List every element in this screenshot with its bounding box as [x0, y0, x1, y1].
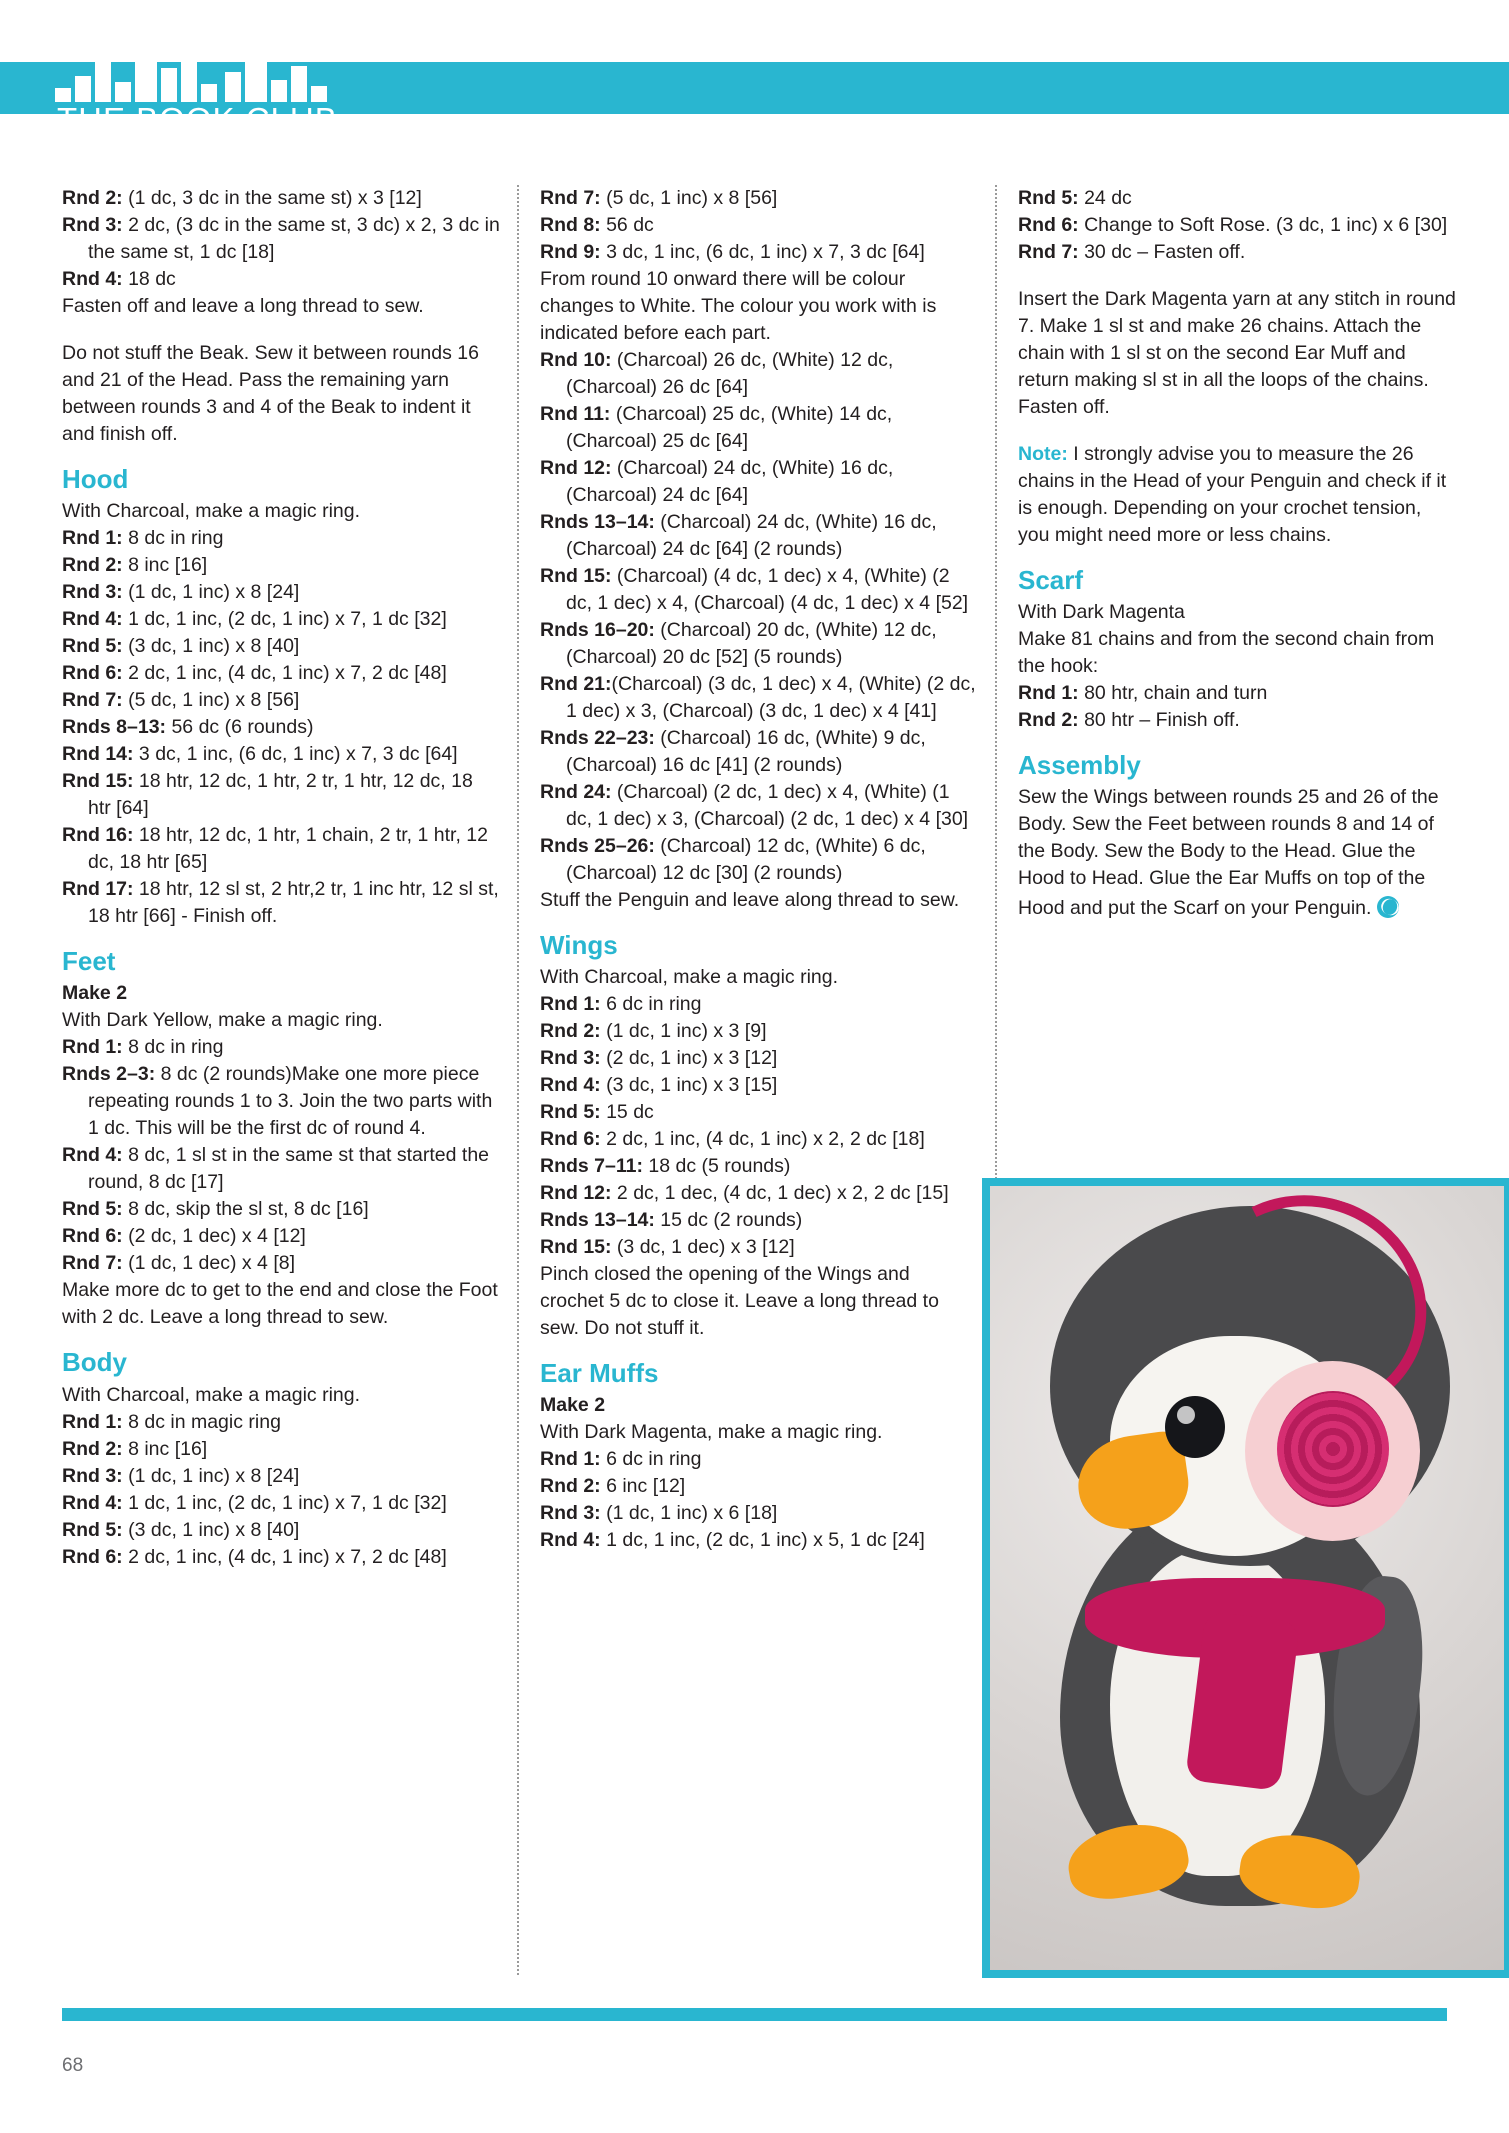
- column-1: [62, 185, 500, 1571]
- round-instruction: Rnd 4: 8 dc, 1 sl st in the same st that started the round, 8 dc [17]: [62, 1144, 490, 1194]
- section-heading: Body: [62, 1347, 127, 1378]
- round-instruction: Rnd 9: 3 dc, 1 inc, (6 dc, 1 inc) x 7, 3 dc [64]: [540, 241, 925, 263]
- round-label: Rnd 12:: [540, 457, 612, 479]
- body-paragraph: Fasten off and leave a long thread to sew.: [62, 295, 424, 317]
- round-instruction: Rnd 1: 6 dc in ring: [540, 993, 702, 1016]
- body-paragraph: Pinch closed the opening of the Wings and crochet 5 dc to close it. Leave a long thread to sew. Do not stuff it.: [540, 1263, 939, 1340]
- body-paragraph: With Dark Magenta: [1018, 601, 1185, 624]
- round-label: Rnds 7–11:: [540, 1155, 643, 1178]
- round-instruction: Rnd 3: (1 dc, 1 inc) x 8 [24]: [62, 1464, 300, 1487]
- round-label: Rnd 4:: [62, 268, 123, 290]
- round-label: Rnd 3:: [540, 1502, 601, 1525]
- round-instruction: Rnd 6: 2 dc, 1 inc, (4 dc, 1 inc) x 7, 2 dc [48]: [62, 1545, 447, 1568]
- round-label: Rnds 13–14:: [540, 511, 655, 533]
- round-label: Rnd 12:: [540, 1182, 612, 1205]
- round-instruction: Rnd 11: (Charcoal) 25 dc, (White) 14 dc, (Charcoal) 25 dc [64]: [540, 403, 893, 452]
- photo-image: [990, 1186, 1504, 1970]
- round-label: Rnd 1:: [540, 993, 601, 1016]
- round-label: Rnd 6:: [540, 1128, 601, 1151]
- round-label: Rnds 2–3:: [62, 1063, 156, 1086]
- round-instruction: Rnd 4: 1 dc, 1 inc, (2 dc, 1 inc) x 5, 1 dc [24]: [540, 1529, 925, 1552]
- round-instruction: Rnd 6: 2 dc, 1 inc, (4 dc, 1 inc) x 7, 2 dc [48]: [62, 662, 447, 685]
- round-instruction: Rnd 17: 18 htr, 12 sl st, 2 htr,2 tr, 1 inc htr, 12 sl st, 18 htr [66] - Finish off.: [62, 878, 499, 928]
- round-instruction: Rnd 5: 15 dc: [540, 1101, 654, 1124]
- instruction-bold: Make 2: [62, 982, 128, 1005]
- round-label: Rnd 14:: [62, 743, 134, 766]
- round-label: Rnd 5:: [62, 1198, 123, 1221]
- body-paragraph: With Dark Magenta, make a magic ring.: [540, 1421, 883, 1444]
- skyline-icon: [55, 47, 400, 102]
- round-instruction: Rnds 2–3: 8 dc (2 rounds)Make one more piece repeating rounds 1 to 3. Join the two parts with 1 dc. This will be the first dc of round 4.: [62, 1063, 493, 1140]
- section-heading: Wings: [540, 930, 618, 960]
- round-label: Rnd 21:: [540, 673, 612, 695]
- round-label: Rnd 1:: [62, 527, 123, 550]
- body-paragraph: Do not stuff the Beak. Sew it between rounds 16 and 21 of the Head. Pass the remaining yarn between rounds 3 and 4 of the Beak to indent it and finish off.: [62, 342, 479, 445]
- round-instruction: Rnds 22–23: (Charcoal) 16 dc, (White) 9 dc, (Charcoal) 16 dc [41] (2 rounds): [540, 727, 926, 776]
- round-instruction: Rnd 2: 80 htr – Finish off.: [1018, 709, 1240, 732]
- magazine-logo: [55, 47, 400, 152]
- body-paragraph: Make more dc to get to the end and close the Foot with 2 dc. Leave a long thread to sew.: [62, 1279, 498, 1329]
- section-heading: Feet: [62, 946, 116, 977]
- round-label: Rnd 6:: [62, 1545, 123, 1568]
- round-instruction: Rnd 21:(Charcoal) (3 dc, 1 dec) x 4, (White) (2 dc, 1 dec) x 3, (Charcoal) (3 dc, 1 dec) x 4 [41]: [540, 673, 976, 722]
- round-instruction: Rnd 10: (Charcoal) 26 dc, (White) 12 dc, (Charcoal) 26 dc [64]: [540, 349, 894, 398]
- round-instruction: Rnds 7–11: 18 dc (5 rounds): [540, 1155, 791, 1178]
- round-label: Rnd 1:: [62, 1036, 123, 1059]
- round-instruction: Rnd 6: (2 dc, 1 dec) x 4 [12]: [62, 1225, 306, 1248]
- round-label: Rnd 5:: [62, 635, 123, 658]
- round-instruction: Rnd 24: (Charcoal) (2 dc, 1 dec) x 4, (White) (1 dc, 1 dec) x 3, (Charcoal) (2 dc, 1 dec) x 4 [30]: [540, 781, 969, 830]
- round-label: Rnd 1:: [62, 1410, 123, 1433]
- section-heading: Ear Muffs: [540, 1358, 659, 1389]
- round-instruction: Rnd 6: 2 dc, 1 inc, (4 dc, 1 inc) x 2, 2 dc [18]: [540, 1128, 925, 1151]
- round-instruction: Rnd 1: 80 htr, chain and turn: [1018, 682, 1268, 705]
- paragraph-spacer: [62, 320, 500, 340]
- round-instruction: Rnd 15: (3 dc, 1 dec) x 3 [12]: [540, 1236, 795, 1259]
- round-label: Rnd 4:: [62, 608, 123, 631]
- round-label: Rnd 7:: [62, 689, 123, 712]
- round-label: Rnd 7:: [62, 1252, 123, 1275]
- round-instruction: Rnd 4: 1 dc, 1 inc, (2 dc, 1 inc) x 7, 1 dc [32]: [62, 1491, 447, 1514]
- round-label: Rnd 24:: [540, 781, 612, 803]
- round-instruction: Rnds 8–13: 56 dc (6 rounds): [62, 716, 314, 739]
- round-instruction: Rnd 5: 24 dc: [1018, 187, 1132, 209]
- note-paragraph: Note: I strongly advise you to measure the 26 chains in the Head of your Penguin and check if it is enough. Depending on your crochet tension, you might need more or less chains.: [1018, 443, 1447, 546]
- body-paragraph: With Charcoal, make a magic ring.: [62, 1383, 361, 1406]
- round-label: Rnd 3:: [62, 1464, 123, 1487]
- round-label: Rnds 13–14:: [540, 1209, 655, 1232]
- round-instruction: Rnds 13–14: (Charcoal) 24 dc, (White) 16 dc, (Charcoal) 24 dc [64] (2 rounds): [540, 511, 937, 560]
- round-instruction: Rnd 5: (3 dc, 1 inc) x 8 [40]: [62, 635, 300, 658]
- round-label: Rnd 3:: [62, 214, 123, 236]
- round-label: Rnd 2:: [540, 1020, 601, 1043]
- round-label: Rnd 2:: [62, 554, 123, 577]
- round-label: Rnd 3:: [62, 581, 123, 604]
- body-paragraph: With Dark Yellow, make a magic ring.: [62, 1009, 383, 1032]
- round-label: Rnd 1:: [1018, 682, 1079, 705]
- round-label: Rnd 3:: [540, 1047, 601, 1070]
- round-instruction: Rnd 3: (1 dc, 1 inc) x 8 [24]: [62, 581, 300, 604]
- page-number: 68: [62, 2055, 84, 2076]
- round-instruction: Rnds 16–20: (Charcoal) 20 dc, (White) 12 dc, (Charcoal) 20 dc [52] (5 rounds): [540, 619, 937, 668]
- round-label: Rnd 5:: [62, 1518, 123, 1541]
- round-instruction: Rnd 2: 8 inc [16]: [62, 554, 208, 577]
- body-paragraph: Insert the Dark Magenta yarn at any stitch in round 7. Make 1 sl st and make 26 chains. Attach the chain with 1 sl st on the second Ear Muff and return making sl st in all the loops of the chains. Fasten off.: [1018, 288, 1456, 418]
- round-instruction: Rnd 4: 18 dc: [62, 268, 176, 290]
- round-label: Rnd 15:: [540, 1236, 612, 1259]
- round-instruction: Rnd 3: 2 dc, (3 dc in the same st, 3 dc) x 2, 3 dc in the same st, 1 dc [18]: [62, 214, 500, 263]
- round-label: Rnd 16:: [62, 824, 134, 847]
- round-label: Rnds 22–23:: [540, 727, 655, 749]
- round-label: Rnd 6:: [62, 1225, 123, 1248]
- round-instruction: Rnd 1: 6 dc in ring: [540, 1448, 702, 1471]
- penguin-photo: [982, 1178, 1509, 1978]
- round-instruction: Rnd 3: (1 dc, 1 inc) x 6 [18]: [540, 1502, 778, 1525]
- round-instruction: Rnd 7: (1 dc, 1 dec) x 4 [8]: [62, 1252, 296, 1275]
- round-label: Rnd 4:: [540, 1529, 601, 1552]
- round-label: Rnds 16–20:: [540, 619, 655, 641]
- round-instruction: Rnd 1: 8 dc in ring: [62, 1036, 224, 1059]
- section-heading: Hood: [62, 464, 129, 494]
- round-instruction: Rnds 13–14: 15 dc (2 rounds): [540, 1209, 803, 1232]
- instruction-bold: Make 2: [540, 1394, 606, 1417]
- body-paragraph: With Charcoal, make a magic ring.: [62, 500, 361, 523]
- round-label: Rnd 10:: [540, 349, 612, 371]
- round-label: Rnds 25–26:: [540, 835, 655, 857]
- round-label: Rnd 4:: [62, 1491, 123, 1514]
- body-paragraph: Sew the Wings between rounds 25 and 26 of the Body. Sew the Feet between rounds 8 and 14 of the Body. Sew the Body to the Head. Glue the Hood to Head. Glue the Ear Muffs on top of the Hood and put the Scarf on your Penguin.: [1018, 786, 1439, 920]
- round-label: Rnd 6:: [62, 662, 123, 685]
- round-instruction: Rnd 15: 18 htr, 12 dc, 1 htr, 2 tr, 1 htr, 12 dc, 18 htr [64]: [62, 770, 473, 820]
- round-label: Rnd 7:: [1018, 241, 1079, 263]
- round-label: Rnd 8:: [540, 214, 601, 236]
- round-label: Rnd 2:: [540, 1475, 601, 1498]
- section-heading: Scarf: [1018, 565, 1084, 595]
- round-instruction: Rnd 12: 2 dc, 1 dec, (4 dc, 1 dec) x 2, 2 dc [15]: [540, 1182, 949, 1205]
- round-label: Rnd 9:: [540, 241, 601, 263]
- round-label: Rnds 8–13:: [62, 716, 167, 739]
- round-label: Rnd 15:: [540, 565, 612, 587]
- paragraph-spacer: [1018, 421, 1456, 441]
- body-paragraph: With Charcoal, make a magic ring.: [540, 966, 839, 989]
- round-instruction: Rnd 2: (1 dc, 1 inc) x 3 [9]: [540, 1020, 767, 1043]
- column-divider-1: [517, 185, 519, 1975]
- round-label: Rnd 2:: [62, 187, 123, 209]
- round-instruction: Rnd 2: 6 inc [12]: [540, 1475, 686, 1498]
- body-paragraph: Stuff the Penguin and leave along thread to sew.: [540, 889, 960, 911]
- round-instruction: Rnd 7: (5 dc, 1 inc) x 8 [56]: [62, 689, 300, 712]
- round-instruction: Rnd 1: 8 dc in ring: [62, 527, 224, 550]
- round-label: Rnd 4:: [62, 1144, 123, 1167]
- section-heading: Assembly: [1018, 750, 1141, 781]
- round-instruction: Rnd 4: 1 dc, 1 inc, (2 dc, 1 inc) x 7, 1 dc [32]: [62, 608, 447, 631]
- yarn-ball-icon: [1377, 896, 1399, 918]
- footer-rule: [62, 2008, 1447, 2021]
- round-instruction: Rnd 16: 18 htr, 12 dc, 1 htr, 1 chain, 2 tr, 1 htr, 12 dc, 18 htr [65]: [62, 824, 488, 874]
- note-label: Note:: [1018, 443, 1068, 465]
- round-label: Rnd 15:: [62, 770, 134, 793]
- round-instruction: Rnd 1: 8 dc in magic ring: [62, 1410, 281, 1433]
- column-2: [540, 185, 978, 1554]
- paragraph-spacer: [1018, 266, 1456, 286]
- round-instruction: Rnd 12: (Charcoal) 24 dc, (White) 16 dc, (Charcoal) 24 dc [64]: [540, 457, 894, 506]
- round-label: Rnd 7:: [540, 187, 601, 209]
- body-paragraph: Make 81 chains and from the second chain from the hook:: [1018, 628, 1435, 678]
- round-label: Rnd 11:: [540, 403, 611, 425]
- round-label: Rnd 5:: [1018, 187, 1079, 209]
- round-label: Rnd 5:: [540, 1101, 601, 1124]
- round-instruction: Rnd 5: 8 dc, skip the sl st, 8 dc [16]: [62, 1198, 369, 1221]
- round-instruction: Rnd 2: 8 inc [16]: [62, 1437, 208, 1460]
- round-label: Rnd 4:: [540, 1074, 601, 1097]
- round-instruction: Rnd 14: 3 dc, 1 inc, (6 dc, 1 inc) x 7, 3 dc [64]: [62, 743, 458, 766]
- round-instruction: Rnd 2: (1 dc, 3 dc in the same st) x 3 [12]: [62, 187, 422, 209]
- round-label: Rnd 6:: [1018, 214, 1079, 236]
- round-instruction: Rnd 15: (Charcoal) (4 dc, 1 dec) x 4, (White) (2 dc, 1 dec) x 4, (Charcoal) (4 dc, 1 dec) x 4 [52]: [540, 565, 969, 614]
- round-label: Rnd 2:: [1018, 709, 1079, 732]
- round-instruction: Rnd 4: (3 dc, 1 inc) x 3 [15]: [540, 1074, 778, 1097]
- logo-text: THE BOOK CLUB: [57, 101, 338, 138]
- round-instruction: Rnd 5: (3 dc, 1 inc) x 8 [40]: [62, 1518, 300, 1541]
- round-label: Rnd 17:: [62, 878, 134, 901]
- round-instruction: Rnd 7: 30 dc – Fasten off.: [1018, 241, 1246, 263]
- round-instruction: Rnd 8: 56 dc: [540, 214, 654, 236]
- body-paragraph: From round 10 onward there will be colour changes to White. The colour you work with is indicated before each part.: [540, 268, 937, 344]
- round-instruction: Rnd 3: (2 dc, 1 inc) x 3 [12]: [540, 1047, 778, 1070]
- round-label: Rnd 1:: [540, 1448, 601, 1471]
- round-instruction: Rnds 25–26: (Charcoal) 12 dc, (White) 6 dc, (Charcoal) 12 dc [30] (2 rounds): [540, 835, 926, 884]
- round-instruction: Rnd 6: Change to Soft Rose. (3 dc, 1 inc) x 6 [30]: [1018, 214, 1448, 236]
- round-instruction: Rnd 7: (5 dc, 1 inc) x 8 [56]: [540, 187, 778, 209]
- round-label: Rnd 2:: [62, 1437, 123, 1460]
- column-3: [1018, 185, 1456, 922]
